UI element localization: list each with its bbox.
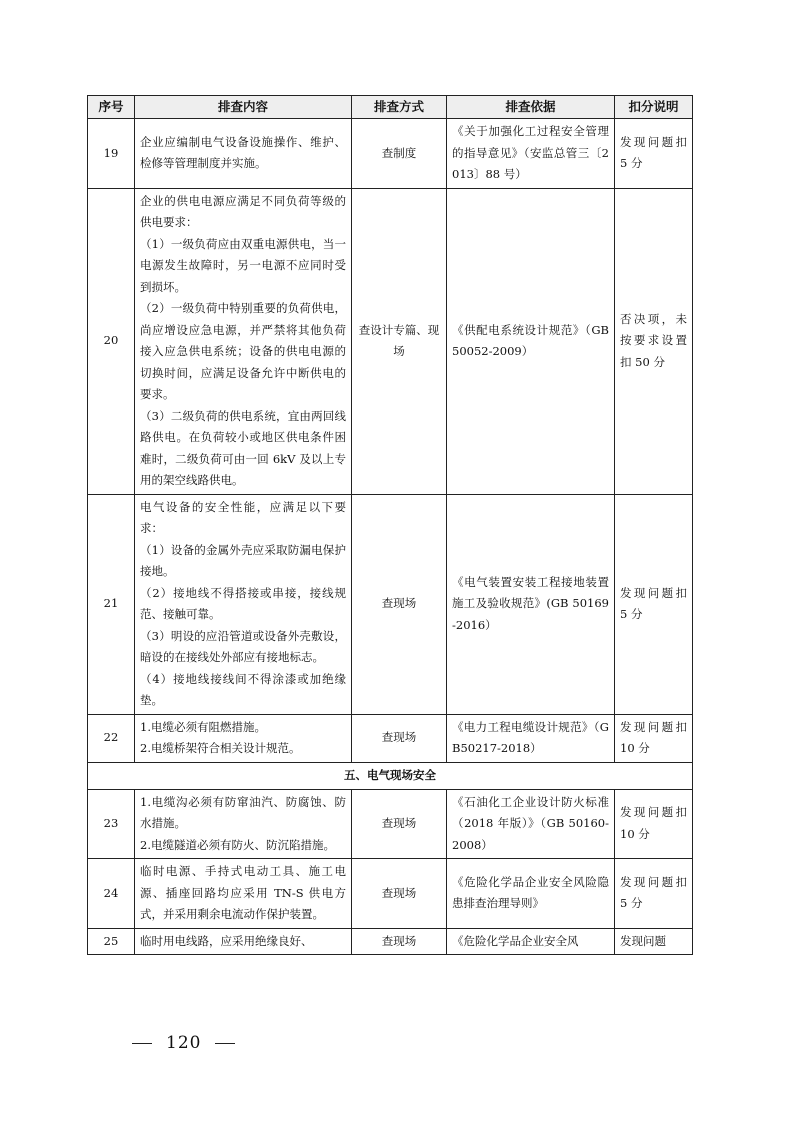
- content-line: （3）二级负荷的供电系统，宜由两回线路供电。在负荷较小或地区供电条件困难时，二级负荷可由一回 6kV 及以上专用的架空线路供电。: [140, 408, 346, 487]
- table-row: [88, 188, 693, 494]
- page-number: 120: [166, 1033, 202, 1053]
- table-header-row: [88, 96, 693, 119]
- content-line: 企业应编制电气设备设施操作、维护、检修等管理制度并实施。: [140, 134, 346, 171]
- row-content: [135, 119, 352, 189]
- row-number: 19: [88, 119, 135, 189]
- row-basis: 《关于加强化工过程安全管理的指导意见》（安监总管三〔2013〕88 号）: [447, 119, 615, 189]
- row-content: [135, 789, 352, 859]
- dash-right: [215, 1043, 235, 1044]
- row-deduction: 发现问题: [615, 928, 693, 955]
- row-content: [135, 859, 352, 929]
- row-method: 查现场: [352, 494, 447, 714]
- content-line: （1）一级负荷应由双重电源供电，当一电源发生故障时，另一电源不应同时受到损坏。: [140, 236, 346, 294]
- table-row: [88, 494, 693, 714]
- content-line: （4）接地线接线间不得涂漆或加绝缘垫。: [140, 671, 346, 707]
- row-content: [135, 494, 352, 714]
- row-number: 23: [88, 789, 135, 859]
- header-method: 排查方式: [352, 96, 447, 119]
- section-title: 五、电气现场安全: [88, 762, 693, 789]
- row-number: 25: [88, 928, 135, 955]
- row-basis: 《电气装置安装工程接地装置施工及验收规范》(GB 50169-2016）: [447, 494, 615, 714]
- inspection-table: [87, 95, 693, 955]
- row-deduction: 否决项，未按要求设置扣 50 分: [615, 188, 693, 494]
- row-number: 21: [88, 494, 135, 714]
- row-deduction: 发现问题扣 5 分: [615, 494, 693, 714]
- section-row: [88, 762, 693, 789]
- row-deduction: 发现问题扣 5 分: [615, 119, 693, 189]
- header-no: 序号: [88, 96, 135, 119]
- header-deduction: 扣分说明: [615, 96, 693, 119]
- row-deduction: 发现问题扣 5 分: [615, 859, 693, 929]
- row-basis: 《危险化学品企业安全风险隐患排查治理导则》: [447, 859, 615, 929]
- row-method: 查现场: [352, 789, 447, 859]
- row-method: 查设计专篇、现场: [352, 188, 447, 494]
- content-line: 1.电缆沟必须有防窜油汽、防腐蚀、防水措施。: [140, 794, 346, 830]
- content-line: 2.电缆隧道必须有防火、防沉陷措施。: [140, 837, 335, 852]
- table-row: [88, 714, 693, 762]
- row-method: 查现场: [352, 928, 447, 955]
- table-row: [88, 928, 693, 955]
- table-row: [88, 789, 693, 859]
- content-line: （1）设备的金属外壳应采取防漏电保护接地。: [140, 542, 346, 578]
- row-method: 查制度: [352, 119, 447, 189]
- row-method: 查现场: [352, 714, 447, 762]
- content-line: （2）一级负荷中特别重要的负荷供电，尚应增设应急电源，并严禁将其他负荷接入应急供电系统；设备的供电电源的切换时间，应满足设备允许中断供电的要求。: [140, 301, 346, 401]
- content-line: （2）接地线不得搭接或串接，接线规范、接触可靠。: [140, 585, 346, 621]
- table-row: [88, 859, 693, 929]
- row-basis: 《危险化学品企业安全风: [447, 928, 615, 955]
- header-basis: 排查依据: [447, 96, 615, 119]
- content-line: 临时电源、手持式电动工具、施工电源、插座回路均应采用 TN-S 供电方式，并采用剩余电流动作保护装置。: [140, 864, 346, 921]
- content-line: 电气设备的安全性能，应满足以下要求：: [140, 499, 346, 535]
- content-line: 企业的供电电源应满足不同负荷等级的供电要求：: [140, 193, 346, 229]
- row-basis: 《电力工程电缆设计规范》（GB50217-2018）: [447, 714, 615, 762]
- row-basis: 《供配电系统设计规范》（GB 50052-2009）: [447, 188, 615, 494]
- table-row: [88, 119, 693, 189]
- row-content: [135, 714, 352, 762]
- row-deduction: 发现问题扣 10 分: [615, 789, 693, 859]
- row-number: 24: [88, 859, 135, 929]
- dash-left: [132, 1043, 152, 1044]
- content-line: 1.电缆必须有阻燃措施。: [140, 719, 266, 734]
- page-number-footer: [118, 1033, 249, 1053]
- row-content: [135, 188, 352, 494]
- row-content: [135, 928, 352, 955]
- content-line: 临时用电线路，应采用绝缘良好、: [140, 933, 313, 948]
- row-number: 20: [88, 188, 135, 494]
- header-content: 排查内容: [135, 96, 352, 119]
- row-method: 查现场: [352, 859, 447, 929]
- row-number: 22: [88, 714, 135, 762]
- content-line: 2.电缆桥架符合相关设计规范。: [140, 741, 301, 755]
- row-basis: 《石油化工企业设计防火标准（2018 年版）》（GB 50160-2008）: [447, 789, 615, 859]
- content-line: （3）明设的应沿管道或设备外壳敷设，暗设的在接线处外部应有接地标志。: [140, 628, 346, 664]
- row-deduction: 发现问题扣 10 分: [615, 714, 693, 762]
